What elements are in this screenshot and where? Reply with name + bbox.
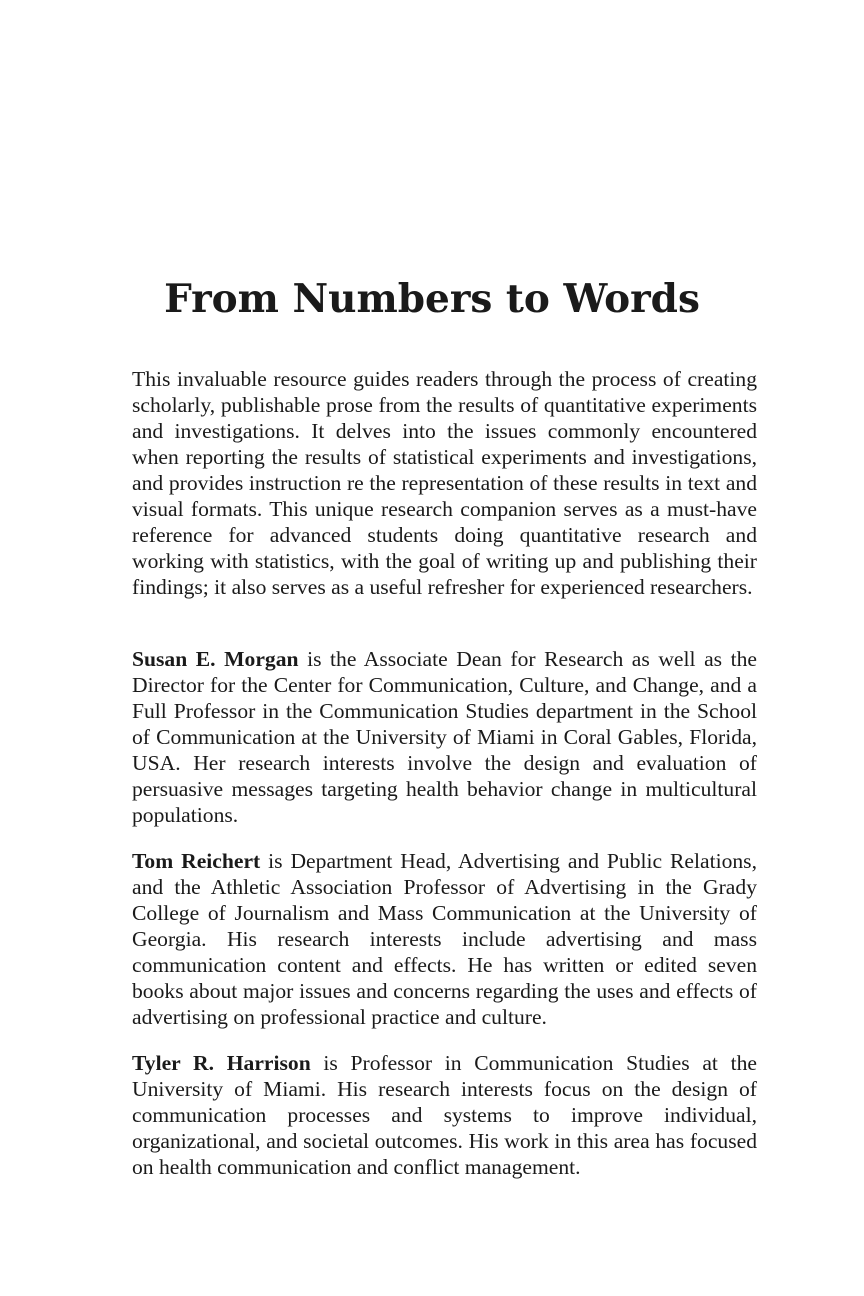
author-bio-text: is Department Head, Advertising and Public Relations, and the Athletic Association Professor of Advertising in the Grady College of Journalism and Mass Communication at the University of Georgia. His research interests include advertising and mass communication content and effects. He has written or edited seven books about major issues and concerns regarding the uses and effects of advertising on professional practice and culture. [132,849,757,1029]
author-name: Tyler R. Harrison [132,1051,311,1075]
author-bio-reichert [132,848,757,1030]
book-description: This invaluable resource guides readers through the process of creating scholarly, publishable prose from the results of quantitative experiments and investigations. It delves into the issues commonly encountered when reporting the results of statistical experiments and investigations, and provides instruction re the representation of these results in text and visual formats. This unique research companion serves as a must-have reference for advanced students doing quantitative research and working with statistics, with the goal of writing up and publishing their findings; it also serves as a useful refresher for experienced researchers. [132,367,757,599]
author-bio-text: is the Associate Dean for Research as well as the Director for the Center for Communication, Culture, and Change, and a Full Professor in the Communication Studies department in the School of Communication at the University of Miami in Coral Gables, Florida, USA. Her research interests involve the design and evaluation of persuasive messages targeting health behavior change in multicultural populations. [132,647,757,827]
author-bio-harrison [132,1050,757,1180]
author-name: Susan E. Morgan [132,647,299,671]
author-bio-text: is Professor in Communication Studies at the University of Miami. His research interests focus on the design of communication processes and systems to improve individual, organizational, and societal outcomes. His work in this area has focused on health communication and conflict management. [132,1051,757,1179]
author-name: Tom Reichert [132,849,261,873]
page-title: From Numbers to Words [164,276,700,322]
author-bio-morgan [132,646,757,828]
